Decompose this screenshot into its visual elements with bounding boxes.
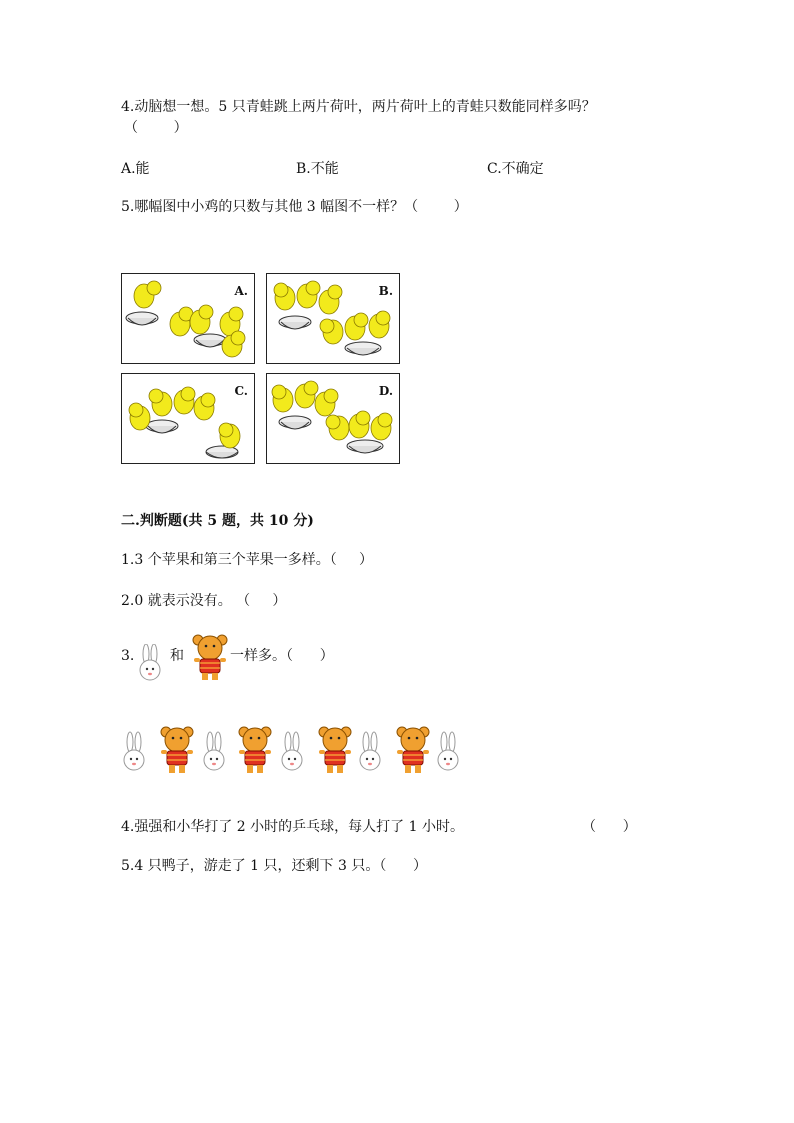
rabbit-bear-row-icon — [118, 724, 478, 780]
panel-a-label: A. — [234, 284, 248, 298]
judge-item-3-and: 和 — [170, 648, 184, 664]
q4-option-b[interactable]: B.不能 — [296, 161, 339, 177]
bear-icon — [190, 632, 230, 682]
judge-item-3-text: 一样多。（ ） — [230, 648, 334, 664]
q4-answer-blank[interactable]: （ ） — [124, 120, 188, 136]
judge-item-2: 2.0 就表示没有。 （ ） — [121, 593, 287, 609]
judge-item-4-blank[interactable]: （ ） — [582, 819, 637, 835]
judge-item-1: 1.3 个苹果和第三个苹果一多样。（ ） — [121, 552, 373, 568]
section2-title: 二.判断题(共 5 题，共 10 分) — [121, 513, 314, 529]
q4-option-a[interactable]: A.能 — [121, 161, 150, 177]
panel-a[interactable] — [121, 273, 255, 364]
panel-c[interactable] — [121, 373, 255, 464]
judge-item-4: 4.强强和小华打了 2 小时的乒乓球，每人打了 1 小时。 — [121, 819, 464, 835]
rabbit-icon — [136, 644, 164, 684]
chick-picture-grid — [121, 273, 403, 469]
panel-c-label: C. — [234, 384, 248, 398]
panel-b[interactable] — [266, 273, 400, 364]
panel-d-label: D. — [378, 384, 393, 398]
judge-item-5: 5.4 只鸭子，游走了 1 只，还剩下 3 只。（ ） — [121, 858, 428, 874]
q5-text: 5.哪幅图中小鸡的只数与其他 3 幅图不一样？（ ） — [121, 199, 468, 215]
judge-item-3-number: 3. — [121, 648, 135, 664]
animal-sequence — [118, 724, 478, 780]
q4-text: 4.动脑想一想。5 只青蛙跳上两片荷叶，两片荷叶上的青蛙只数能同样多吗？ — [121, 99, 596, 115]
panel-d[interactable] — [266, 373, 400, 464]
q4-option-c[interactable]: C.不确定 — [487, 161, 544, 177]
panel-b-label: B. — [378, 284, 393, 298]
